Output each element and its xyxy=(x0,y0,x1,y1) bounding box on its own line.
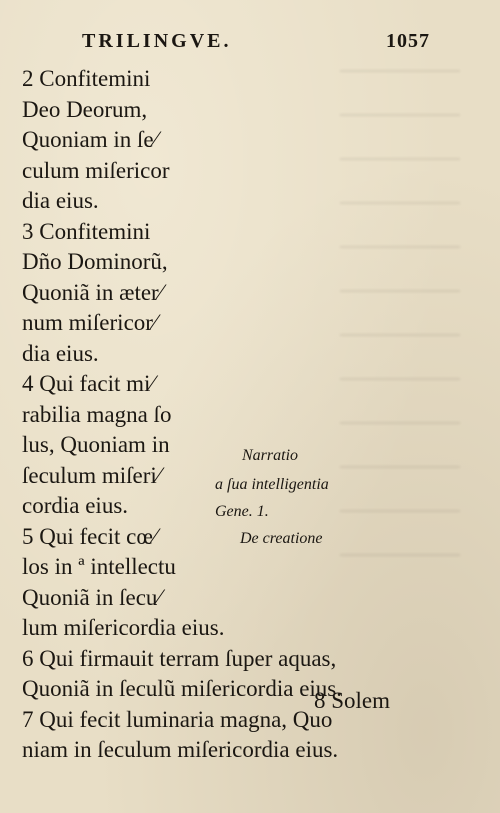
margin-note-gene: Gene. 1. xyxy=(215,503,269,520)
text-line: num miſericor⁄ xyxy=(22,310,157,335)
text-line: 2 Confitemini xyxy=(22,66,151,91)
text-line: rabilia magna ſo xyxy=(22,401,172,427)
text-line: Quoniam in ſe⁄ xyxy=(22,127,158,152)
text-line: Quoniã in æter⁄ xyxy=(22,279,163,305)
text-line: 4 Qui facit mi⁄ xyxy=(22,371,155,396)
text-line: ſeculum miſeri⁄ xyxy=(22,462,161,488)
text-line: Deo Deorum, xyxy=(22,96,148,122)
text-line: dia eius. xyxy=(22,188,99,213)
text-line: Dño Dominorũ, xyxy=(22,249,168,274)
margin-note-sua-intelligentia: a ſua intelligentia xyxy=(215,476,329,493)
text-line: dia eius. xyxy=(22,340,99,366)
text-line: los in ª intellectu xyxy=(22,554,176,579)
text-line: cordia eius. xyxy=(22,493,129,518)
page-number: 1057 xyxy=(386,30,430,52)
text-line: 6 Qui firmauit terram ſuper aquas, xyxy=(22,645,337,671)
main-text-block xyxy=(22,64,342,766)
text-line: lus, Quoniam in xyxy=(22,432,170,457)
show-through-bleed xyxy=(340,70,460,590)
text-line: Quoniã in ſeculũ miſericordia eius. xyxy=(22,676,342,701)
margin-note-narratio: Narratio xyxy=(242,447,299,464)
text-line: 3 Confitemini xyxy=(22,218,151,244)
text-line: culum miſericor xyxy=(22,157,170,183)
text-line: 7 Qui fecit luminaria magna, Quo xyxy=(22,706,333,732)
running-title: TRILINGVE. xyxy=(82,30,232,52)
text-line: Quoniã in ſecu⁄ xyxy=(22,584,162,610)
text-line: lum miſericordia eius. xyxy=(22,615,225,640)
text-line: 5 Qui fecit cœ⁄ xyxy=(22,523,157,549)
text-line: niam in ſeculum miſericordia eius. xyxy=(22,737,339,762)
margin-note-de-creatione: De creatione xyxy=(240,530,323,547)
catchword: 8 Solem xyxy=(313,688,390,713)
